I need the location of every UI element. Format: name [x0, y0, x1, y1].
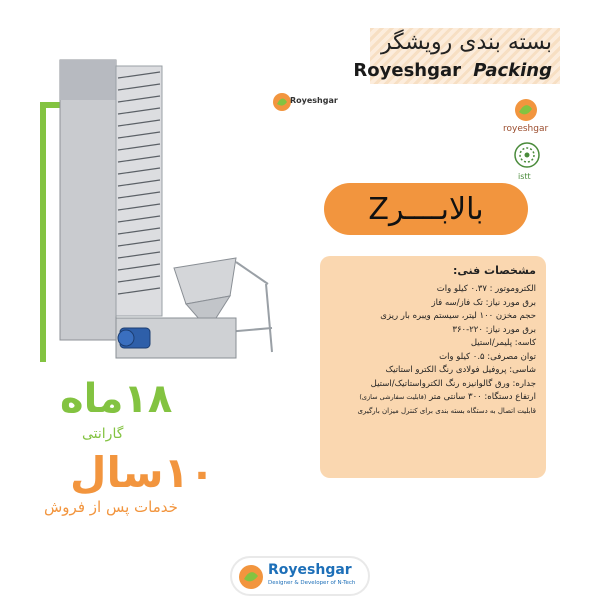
royeshgar-logo-icon [514, 98, 538, 122]
warranty-label: گارانتی [82, 426, 124, 442]
spec-line: شاسی: پروفیل فولادی رنگ الکترو استاتیک [385, 365, 536, 375]
spec-line: حجم مخزن ۱۰۰ لیتر، سیستم ویبره بار ریزی [380, 311, 536, 321]
spec-line: الکتروموتور : ۰.۳۷ کیلو وات [436, 284, 536, 294]
product-title-pill [324, 183, 528, 235]
service-label: خدمات پس از فروش [44, 498, 178, 516]
royeshgar-logo-caption: royeshgar [503, 124, 549, 134]
warranty-months: ۱۸ماه [60, 376, 173, 422]
spec-line: جداره: ورق گالوانیزه رنگ الکترواستاتیک/استیل [370, 378, 536, 389]
spec-line: کاسه: پلیمر/استیل [470, 338, 536, 348]
spec-line-height [330, 391, 536, 405]
service-years: ۱۰سال [70, 448, 215, 497]
bottom-brand-badge [230, 556, 370, 596]
spec-line: برق مورد نیاز: تک فاز/سه فاز [431, 297, 536, 308]
istt-logo-icon [514, 142, 540, 168]
spec-line: برق مورد نیاز: ۲۲۰-۳۶۰ [452, 324, 536, 335]
header-brand [353, 60, 552, 81]
istt-logo-caption: istt [518, 172, 531, 181]
spec-height-text: ارتفاع دستگاه: ۳۰۰ سانتی متر [429, 392, 536, 402]
header-fa-title: بسته بندی رویشگر [381, 30, 552, 55]
z-elevator-machine-illustration [40, 56, 300, 376]
spec-line: توان مصرفی: ۰.۵ کیلو وات [439, 351, 536, 362]
specs-panel [320, 256, 546, 478]
small-logo-text: Royeshgar [290, 96, 338, 105]
specs-heading: مشخصات فنی: [452, 264, 536, 277]
spec-line: قابلیت اتصال به دستگاه بسته بندی برای کنترل میزان بارگیری [357, 406, 536, 415]
brand-suffix: Packing [473, 60, 552, 81]
spec-height-note: (قابلیت سفارشی سازی) [359, 393, 427, 401]
badge-subtitle: Designer & Developer of N-Tech [268, 580, 356, 586]
royeshgar-badge-icon [238, 564, 264, 590]
product-title: بالابــــرZ [368, 191, 484, 227]
badge-title: Royeshgar [268, 562, 352, 578]
brand-name: Royeshgar [353, 60, 462, 81]
